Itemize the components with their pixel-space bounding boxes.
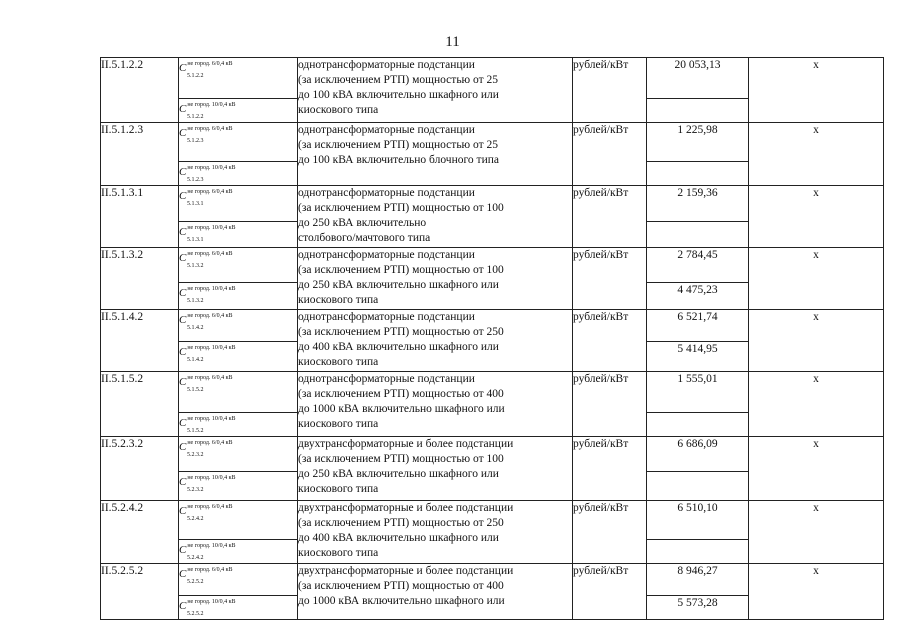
description-line: двухтрансформаторные и более подстанции <box>298 438 514 450</box>
description-line: однотрансформаторные подстанции <box>298 311 475 323</box>
description-line: однотрансформаторные подстанции <box>298 249 475 261</box>
tariff-symbol-cell <box>179 310 298 342</box>
row-unit: рублей/кВт <box>573 58 647 123</box>
tariff-symbol <box>179 250 297 271</box>
row-description <box>298 564 573 620</box>
tariff-value: 1 225,98 <box>647 123 749 162</box>
symbol-base: C <box>179 226 187 238</box>
tariff-symbol <box>179 542 297 563</box>
row-description <box>298 310 573 372</box>
symbol-base: C <box>179 127 187 139</box>
row-unit: рублей/кВт <box>573 248 647 310</box>
row-x-mark: х <box>749 186 884 248</box>
tariff-symbol <box>179 598 297 619</box>
row-unit: рублей/кВт <box>573 437 647 501</box>
row-description <box>298 123 573 186</box>
tariff-symbol <box>179 474 297 495</box>
tariff-symbol-cell <box>179 248 298 283</box>
tariff-symbol <box>179 374 297 395</box>
row-x-mark: х <box>749 248 884 310</box>
tariff-symbol-cell <box>179 283 298 310</box>
symbol-superscript: не город. 6/0,4 кВ <box>187 189 233 195</box>
description-line: (за исключением РТП) мощностью от 250 <box>298 326 504 338</box>
tariff-value: 6 510,10 <box>647 501 749 540</box>
description-line: киоскового типа <box>298 104 379 116</box>
symbol-superscript: не город. 10/0,4 кВ <box>187 225 236 231</box>
symbol-base: C <box>179 376 187 388</box>
tariff-symbol-cell <box>179 222 298 248</box>
row-code: II.5.2.3.2 <box>101 437 179 501</box>
description-line: киоскового типа <box>298 547 379 559</box>
description-line: (за исключением РТП) мощностью от 25 <box>298 74 499 86</box>
symbol-subscript: 5.1.2.2 <box>187 73 204 79</box>
row-description <box>298 372 573 437</box>
table-row <box>101 501 884 540</box>
symbol-superscript: не город. 6/0,4 кВ <box>187 126 233 132</box>
symbol-superscript: не город. 6/0,4 кВ <box>187 567 233 573</box>
description-line: до 1000 кВА включительно шкафного или <box>298 403 505 415</box>
tariff-value: 4 475,23 <box>647 283 749 310</box>
description-line: однотрансформаторные подстанции <box>298 59 475 71</box>
row-code: II.5.2.5.2 <box>101 564 179 620</box>
description-line: до 1000 кВА включительно шкафного или <box>298 595 505 607</box>
symbol-subscript: 5.2.5.2 <box>187 611 204 617</box>
row-code: II.5.1.2.2 <box>101 58 179 123</box>
tariff-symbol-cell <box>179 437 298 472</box>
tariff-table <box>100 57 884 620</box>
symbol-subscript: 5.1.4.2 <box>187 357 204 363</box>
row-x-mark: х <box>749 564 884 620</box>
tariff-symbol-cell <box>179 472 298 501</box>
symbol-subscript: 5.1.2.3 <box>187 138 204 144</box>
symbol-base: C <box>179 476 187 488</box>
tariff-symbol-cell <box>179 413 298 437</box>
symbol-base: C <box>179 314 187 326</box>
row-x-mark: х <box>749 58 884 123</box>
symbol-superscript: не город. 6/0,4 кВ <box>187 251 233 257</box>
tariff-symbol <box>179 101 297 122</box>
symbol-subscript: 5.1.2.2 <box>187 114 204 120</box>
description-line: до 100 кВА включительно блочного типа <box>298 154 499 166</box>
tariff-symbol <box>179 285 297 306</box>
tariff-value: 6 686,09 <box>647 437 749 472</box>
tariff-symbol <box>179 164 297 185</box>
row-x-mark: х <box>749 372 884 437</box>
description-line: до 400 кВА включительно шкафного или <box>298 532 499 544</box>
symbol-base: C <box>179 417 187 429</box>
symbol-base: C <box>179 287 187 299</box>
description-line: (за исключением РТП) мощностью от 100 <box>298 453 504 465</box>
row-code: II.5.1.4.2 <box>101 310 179 372</box>
row-code: II.5.1.5.2 <box>101 372 179 437</box>
symbol-base: C <box>179 62 187 74</box>
tariff-symbol-cell <box>179 342 298 372</box>
tariff-value: 5 573,28 <box>647 596 749 620</box>
description-line: киоскового типа <box>298 418 379 430</box>
symbol-subscript: 5.2.3.2 <box>187 452 204 458</box>
table-row <box>101 248 884 283</box>
tariff-symbol <box>179 439 297 460</box>
symbol-superscript: не город. 10/0,4 кВ <box>187 599 236 605</box>
row-description <box>298 58 573 123</box>
tariff-symbol <box>179 224 297 245</box>
symbol-base: C <box>179 568 187 580</box>
table-row <box>101 564 884 596</box>
symbol-subscript: 5.1.3.2 <box>187 298 204 304</box>
symbol-subscript: 5.1.4.2 <box>187 325 204 331</box>
page-number: 11 <box>445 34 460 50</box>
row-unit: рублей/кВт <box>573 186 647 248</box>
tariff-symbol-cell <box>179 372 298 413</box>
table-row <box>101 310 884 342</box>
row-x-mark: х <box>749 123 884 186</box>
tariff-value: 1 555,01 <box>647 372 749 413</box>
tariff-symbol-cell <box>179 99 298 123</box>
tariff-symbol <box>179 188 297 209</box>
tariff-symbol-cell <box>179 58 298 99</box>
table-row <box>101 437 884 472</box>
row-description <box>298 437 573 501</box>
tariff-symbol-cell <box>179 123 298 162</box>
tariff-value <box>647 413 749 437</box>
tariff-value <box>647 540 749 564</box>
tariff-value <box>647 472 749 501</box>
symbol-subscript: 5.1.3.2 <box>187 263 204 269</box>
symbol-subscript: 5.2.5.2 <box>187 579 204 585</box>
description-line: до 400 кВА включительно шкафного или <box>298 341 499 353</box>
row-unit: рублей/кВт <box>573 372 647 437</box>
description-line: (за исключением РТП) мощностью от 25 <box>298 139 499 151</box>
symbol-base: C <box>179 166 187 178</box>
symbol-superscript: не город. 6/0,4 кВ <box>187 375 233 381</box>
row-description <box>298 186 573 248</box>
table-row <box>101 186 884 222</box>
description-line: однотрансформаторные подстанции <box>298 124 475 136</box>
tariff-value <box>647 222 749 248</box>
description-line: двухтрансформаторные и более подстанции <box>298 565 514 577</box>
tariff-value: 5 414,95 <box>647 342 749 372</box>
row-unit: рублей/кВт <box>573 564 647 620</box>
description-line: однотрансформаторные подстанции <box>298 373 475 385</box>
symbol-superscript: не город. 10/0,4 кВ <box>187 416 236 422</box>
symbol-subscript: 5.2.4.2 <box>187 555 204 561</box>
symbol-base: C <box>179 441 187 453</box>
tariff-value: 2 159,36 <box>647 186 749 222</box>
symbol-base: C <box>179 252 187 264</box>
description-line: киоскового типа <box>298 483 379 495</box>
row-x-mark: х <box>749 437 884 501</box>
symbol-superscript: не город. 10/0,4 кВ <box>187 345 236 351</box>
symbol-subscript: 5.1.5.2 <box>187 387 204 393</box>
description-line: двухтрансформаторные и более подстанции <box>298 502 514 514</box>
tariff-symbol <box>179 344 297 365</box>
table-row <box>101 58 884 99</box>
tariff-value: 20 053,13 <box>647 58 749 99</box>
symbol-subscript: 5.1.2.3 <box>187 177 204 183</box>
description-line: до 250 кВА включительно <box>298 217 427 229</box>
tariff-symbol-cell <box>179 564 298 596</box>
symbol-superscript: не город. 10/0,4 кВ <box>187 475 236 481</box>
tariff-symbol <box>179 503 297 524</box>
tariff-value <box>647 162 749 186</box>
tariff-symbol <box>179 566 297 587</box>
symbol-base: C <box>179 103 187 115</box>
tariff-symbol-cell <box>179 596 298 620</box>
tariff-symbol <box>179 60 297 81</box>
symbol-subscript: 5.1.5.2 <box>187 428 204 434</box>
row-code: II.5.1.3.2 <box>101 248 179 310</box>
tariff-symbol <box>179 415 297 436</box>
row-unit: рублей/кВт <box>573 310 647 372</box>
symbol-subscript: 5.1.3.1 <box>187 201 204 207</box>
description-line: до 100 кВА включительно шкафного или <box>298 89 499 101</box>
symbol-superscript: не город. 10/0,4 кВ <box>187 102 236 108</box>
tariff-value: 2 784,45 <box>647 248 749 283</box>
description-line: до 250 кВА включительно шкафного или <box>298 279 499 291</box>
symbol-base: C <box>179 544 187 556</box>
symbol-base: C <box>179 505 187 517</box>
symbol-superscript: не город. 6/0,4 кВ <box>187 504 233 510</box>
description-line: (за исключением РТП) мощностью от 100 <box>298 264 504 276</box>
row-unit: рублей/кВт <box>573 123 647 186</box>
tariff-symbol-cell <box>179 540 298 564</box>
description-line: киоскового типа <box>298 294 379 306</box>
symbol-base: C <box>179 190 187 202</box>
symbol-subscript: 5.2.4.2 <box>187 516 204 522</box>
symbol-base: C <box>179 346 187 358</box>
description-line: однотрансформаторные подстанции <box>298 187 475 199</box>
table-row <box>101 372 884 413</box>
symbol-subscript: 5.1.3.1 <box>187 237 204 243</box>
symbol-superscript: не город. 10/0,4 кВ <box>187 286 236 292</box>
symbol-superscript: не город. 6/0,4 кВ <box>187 440 233 446</box>
row-unit: рублей/кВт <box>573 501 647 564</box>
row-code: II.5.1.3.1 <box>101 186 179 248</box>
symbol-superscript: не город. 10/0,4 кВ <box>187 543 236 549</box>
row-code: II.5.2.4.2 <box>101 501 179 564</box>
row-description <box>298 248 573 310</box>
tariff-symbol <box>179 312 297 333</box>
symbol-superscript: не город. 6/0,4 кВ <box>187 313 233 319</box>
description-line: киоскового типа <box>298 356 379 368</box>
tariff-value: 6 521,74 <box>647 310 749 342</box>
tariff-symbol-cell <box>179 162 298 186</box>
symbol-superscript: не город. 6/0,4 кВ <box>187 61 233 67</box>
row-code: II.5.1.2.3 <box>101 123 179 186</box>
symbol-base: C <box>179 600 187 612</box>
tariff-symbol-cell <box>179 501 298 540</box>
symbol-superscript: не город. 10/0,4 кВ <box>187 165 236 171</box>
description-line: столбового/мачтового типа <box>298 232 431 244</box>
row-x-mark: х <box>749 501 884 564</box>
tariff-value: 8 946,27 <box>647 564 749 596</box>
row-x-mark: х <box>749 310 884 372</box>
row-description <box>298 501 573 564</box>
tariff-symbol <box>179 125 297 146</box>
description-line: (за исключением РТП) мощностью от 400 <box>298 388 504 400</box>
tariff-symbol-cell <box>179 186 298 222</box>
tariff-value <box>647 99 749 123</box>
description-line: (за исключением РТП) мощностью от 250 <box>298 517 504 529</box>
symbol-subscript: 5.2.3.2 <box>187 487 204 493</box>
description-line: (за исключением РТП) мощностью от 400 <box>298 580 504 592</box>
table-row <box>101 123 884 162</box>
description-line: (за исключением РТП) мощностью от 100 <box>298 202 504 214</box>
description-line: до 250 кВА включительно шкафного или <box>298 468 499 480</box>
